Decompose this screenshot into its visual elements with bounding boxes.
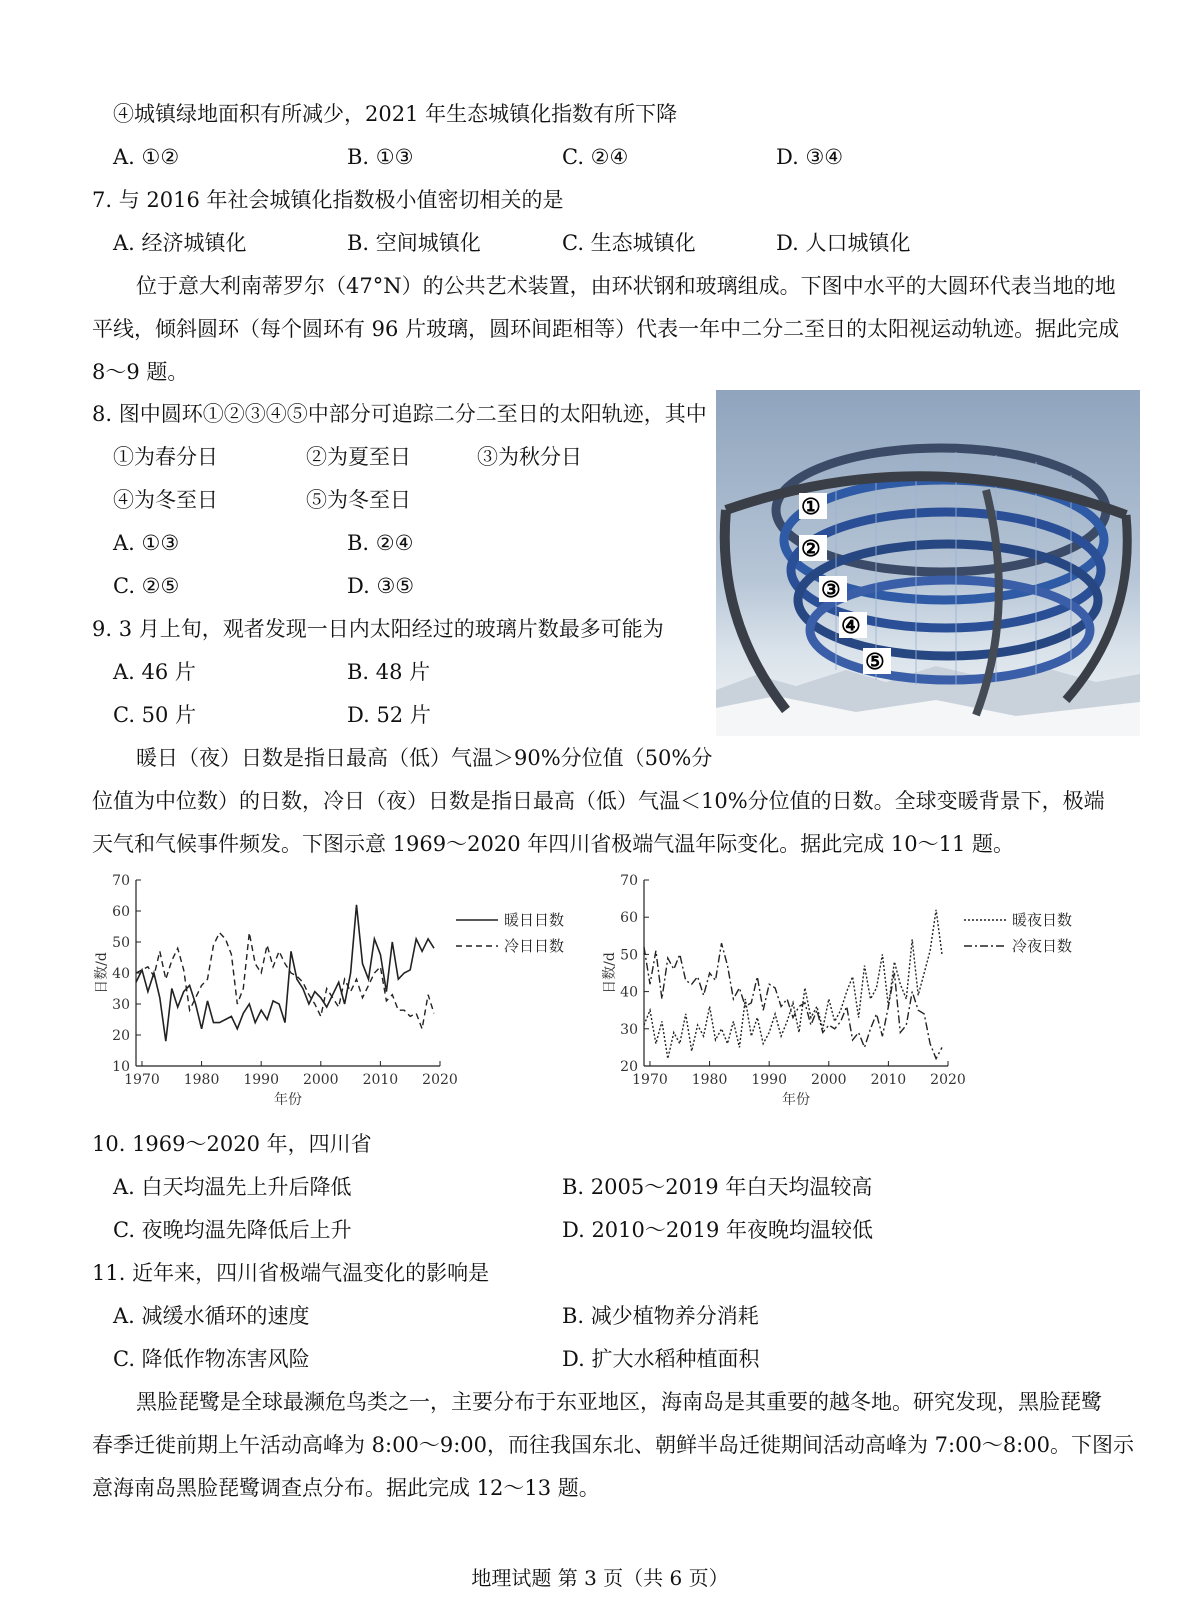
q10-stem: 10. 1969～2020 年，四川省 [92, 1132, 372, 1156]
legend-label: 暖夜日数 [1012, 911, 1073, 929]
x-tick-label: 2000 [302, 1072, 339, 1088]
x-tick-label: 1990 [243, 1072, 279, 1088]
passage-10-11-line3: 天气和气候事件频发。下图示意 1969～2020 年四川省极端气温年际变化。据此完成 10～11 题。 [92, 832, 1015, 856]
y-tick-label: 50 [620, 947, 638, 964]
q6-statement-4: ④城镇绿地面积有所减少，2021 年生态城镇化指数有所下降 [113, 102, 678, 126]
passage-10-11-line1: 暖日（夜）日数是指日最高（低）气温＞90%分位值（50%分 [136, 746, 713, 770]
page-footer: 地理试题 第 3 页（共 6 页） [471, 1566, 729, 1590]
q7-option-b: B. 空间城镇化 [347, 231, 481, 255]
q8-statement-5: ⑤为冬至日 [306, 488, 411, 512]
y-tick-label: 60 [620, 910, 638, 927]
x-axis-label: 年份 [274, 1092, 302, 1108]
y-tick-label: 40 [620, 984, 638, 1001]
x-tick-label: 1970 [632, 1072, 668, 1088]
q11-option-b: B. 减少植物养分消耗 [562, 1304, 759, 1328]
x-tick-label: 2010 [870, 1072, 907, 1088]
x-tick-label: 1980 [691, 1072, 728, 1088]
y-axis-label: 日数/d [602, 952, 618, 994]
q8-statement-2: ②为夏至日 [306, 445, 411, 469]
q10-option-c: C. 夜晚均温先降低后上升 [113, 1218, 352, 1242]
q6-option-d: D. ③④ [776, 145, 844, 169]
q11-stem: 11. 近年来，四川省极端气温变化的影响是 [92, 1261, 490, 1285]
sculpture-photo [716, 390, 1140, 736]
y-tick-label: 20 [620, 1059, 638, 1075]
series-line-1 [644, 910, 942, 1059]
passage-12-13-line1: 黑脸琵鹭是全球最濒危鸟类之一，主要分布于东亚地区，海南岛是其重要的越冬地。研究发现，黑脸琵鹭 [136, 1390, 1102, 1414]
legend-label: 暖日日数 [504, 911, 565, 929]
x-axis-label: 年份 [782, 1092, 810, 1108]
passage-12-13-line2: 春季迁徙前期上午活动高峰为 8:00～9:00，而往我国东北、朝鲜半岛迁徙期间活动高峰为 7:00～8:00。下图示 [92, 1433, 1134, 1457]
y-tick-label: 60 [112, 904, 130, 920]
x-tick-label: 2020 [930, 1072, 966, 1088]
ring-label-4: ④ [841, 613, 861, 639]
passage-8-9-line1: 位于意大利南蒂罗尔（47°N）的公共艺术装置，由环状钢和玻璃组成。下图中水平的大圆环代表当地的地 [136, 274, 1116, 298]
q9-option-d: D. 52 片 [347, 703, 431, 727]
q6-option-b: B. ①③ [347, 145, 414, 169]
q7-option-d: D. 人口城镇化 [776, 231, 911, 255]
y-tick-label: 20 [112, 1028, 130, 1044]
x-tick-label: 2000 [810, 1072, 847, 1088]
q10-option-d: D. 2010～2019 年夜晚均温较低 [562, 1218, 874, 1242]
chart-night-extremes [600, 866, 1120, 1116]
y-tick-label: 30 [620, 1021, 638, 1038]
q10-option-b: B. 2005～2019 年白天均温较高 [562, 1175, 873, 1199]
q6-option-c: C. ②④ [562, 145, 629, 169]
ring-label-2: ② [801, 536, 821, 562]
q9-option-b: B. 48 片 [347, 660, 431, 684]
ring-label-1: ① [801, 494, 821, 520]
q9-stem: 9. 3 月上旬，观者发现一日内太阳经过的玻璃片数最多可能为 [92, 617, 664, 641]
q9-option-a: A. 46 片 [113, 660, 196, 684]
q8-statement-4: ④为冬至日 [113, 488, 218, 512]
sculpture-illustration [716, 390, 1140, 736]
q7-stem: 7. 与 2016 年社会城镇化指数极小值密切相关的是 [92, 188, 564, 212]
ring-label-3: ③ [821, 577, 841, 603]
passage-10-11-line2: 位值为中位数）的日数，冷日（夜）日数是指日最高（低）气温＜10%分位值的日数。全球变暖背景下，极端 [92, 789, 1105, 813]
y-axis-label: 日数/d [94, 952, 110, 994]
y-tick-label: 10 [112, 1059, 130, 1075]
q8-statement-1: ①为春分日 [113, 445, 218, 469]
q8-option-d: D. ③⑤ [347, 574, 415, 598]
passage-8-9-line2: 平线，倾斜圆环（每个圆环有 96 片玻璃，圆环间距相等）代表一年中二分二至日的太阳视运动轨迹。据此完成 [92, 317, 1120, 341]
legend-label: 冷夜日数 [1012, 937, 1073, 955]
q9-option-c: C. 50 片 [113, 703, 197, 727]
x-tick-label: 2020 [422, 1072, 458, 1088]
x-tick-label: 1970 [124, 1072, 160, 1088]
legend-label: 冷日日数 [504, 937, 565, 955]
q11-option-c: C. 降低作物冻害风险 [113, 1347, 310, 1371]
q8-option-c: C. ②⑤ [113, 574, 180, 598]
y-tick-label: 50 [112, 935, 130, 951]
ring-label-5: ⑤ [865, 649, 885, 675]
q7-option-a: A. 经济城镇化 [113, 231, 247, 255]
y-tick-label: 40 [112, 966, 130, 982]
q8-statement-3: ③为秋分日 [477, 445, 582, 469]
q8-option-b: B. ②④ [347, 531, 414, 555]
series-line-1 [136, 905, 434, 1041]
chart-day-extremes [92, 866, 612, 1116]
x-tick-label: 1990 [751, 1072, 787, 1088]
passage-12-13-line3: 意海南岛黑脸琵鹭调查点分布。据此完成 12～13 题。 [92, 1476, 600, 1500]
y-tick-label: 70 [112, 873, 130, 889]
x-tick-label: 1980 [183, 1072, 220, 1088]
y-tick-label: 70 [620, 873, 638, 889]
passage-8-9-line3: 8～9 题。 [92, 360, 189, 384]
x-tick-label: 2010 [362, 1072, 399, 1088]
q7-option-c: C. 生态城镇化 [562, 231, 696, 255]
q11-option-d: D. 扩大水稻种植面积 [562, 1347, 760, 1371]
q8-option-a: A. ①③ [113, 531, 180, 555]
q8-stem: 8. 图中圆环①②③④⑤中部分可追踪二分二至日的太阳轨迹，其中 [92, 402, 707, 426]
y-tick-label: 30 [112, 997, 130, 1013]
q6-option-a: A. ①② [113, 145, 180, 169]
q11-option-a: A. 减缓水循环的速度 [113, 1304, 310, 1328]
q10-option-a: A. 白天均温先上升后降低 [113, 1175, 352, 1199]
